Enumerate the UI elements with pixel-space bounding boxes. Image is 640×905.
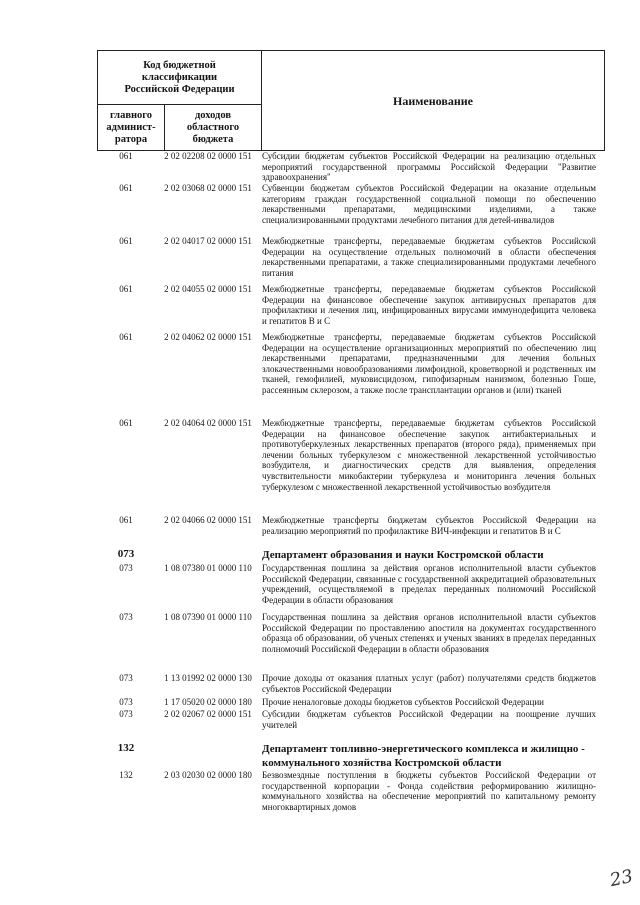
table-header — [97, 50, 605, 151]
income-code-cell: 2 02 02208 02 0000 151 — [164, 151, 252, 161]
income-code-cell: 1 17 05020 02 0000 180 — [164, 697, 252, 707]
name-cell: Безвозмездные поступления в бюджеты субъектов Российской Федерации от государственной корпорации - Фонда содействия реформированию жилищно-коммунального хозяйства на обеспечение мероприятий по капитальному ремонту многоквартирных домов — [262, 770, 596, 812]
name-cell: Департамент образования и науки Костромской области — [262, 549, 544, 561]
income-code-cell: 1 08 07380 01 0000 110 — [164, 563, 252, 573]
name-cell: Субсидии бюджетам субъектов Российской Федерации на реализацию отдельных мероприятий государственной программы Российской Федерации "Развитие здравоохранения" — [262, 151, 596, 183]
name-cell: Государственная пошлина за действия органов исполнительной власти субъектов Российской Федерации, связанные с государственной аккредитацией образовательных учреждений, осуществляемой в пределах переданных полномочий Российской Федерации в области образования — [262, 563, 596, 605]
name-column-header: Наименование — [262, 51, 605, 151]
name-cell: Прочие доходы от оказания платных услуг (работ) получателями средств бюджетов субъектов Российской Федерации — [262, 673, 596, 694]
admin-code-cell: 073 — [119, 563, 133, 573]
name-cell: Межбюджетные трансферты бюджетам субъектов Российской Федерации на реализацию мероприятий по профилактике ВИЧ-инфекции и гепатитов В и С — [262, 515, 596, 536]
admin-code-cell: 132 — [117, 742, 135, 754]
admin-code-cell: 061 — [119, 418, 133, 428]
name-cell: Государственная пошлина за действия органов исполнительной власти субъектов Российской Федерации по проставлению апостиля на документах государственного образца об образовании, об ученых степенях и ученых званиях в пределах переданных полномочий Российской Федерации в области образования — [262, 612, 596, 654]
income-code-cell: 2 02 04055 02 0000 151 — [164, 284, 252, 294]
name-cell: Межбюджетные трансферты, передаваемые бюджетам субъектов Российской Федерации на финансовое обеспечение закупок антибактериальных и противотуберкулезных лекарственных препаратов (второго ряда), применяемых при лечении больных туберкулезом с множественной лекарственной устойчивостью возбудителя, и диагностических средств для выявления, определения чувствительности микобактерии туберкулеза и мониторинга лечения больных туберкулезом с множественной лекарственной устойчивостью возбудителя — [262, 418, 596, 492]
admin-code-cell: 061 — [119, 183, 133, 193]
name-cell: Субсидии бюджетам субъектов Российской Федерации на поощрение лучших учителей — [262, 709, 596, 730]
admin-code-cell: 073 — [119, 612, 133, 622]
page-number: 23 — [608, 865, 635, 892]
budget-code-group-header: Код бюджетной классификации Российской Федерации — [98, 51, 262, 105]
admin-code-cell: 061 — [119, 284, 133, 294]
income-code-cell: 2 02 04062 02 0000 151 — [164, 332, 252, 342]
income-code-cell: 2 02 03068 02 0000 151 — [164, 183, 252, 193]
admin-code-cell: 061 — [119, 332, 133, 342]
admin-code-cell: 073 — [119, 697, 133, 707]
income-code-cell: 2 02 04066 02 0000 151 — [164, 515, 252, 525]
income-code-cell: 2 02 04064 02 0000 151 — [164, 418, 252, 428]
income-column-header: доходов областного бюджета — [165, 105, 262, 151]
admin-code-cell: 073 — [119, 709, 133, 719]
admin-code-cell: 073 — [117, 548, 135, 560]
income-code-cell: 2 02 02067 02 0000 151 — [164, 709, 252, 719]
income-code-cell: 2 02 04017 02 0000 151 — [164, 236, 252, 246]
name-cell: Межбюджетные трансферты, передаваемые бюджетам субъектов Российской Федерации на финансовое обеспечение закупок антивирусных препаратов для профилактики и лечения лиц, инфицированных вирусами иммунодефицита человека и гепатитов В и С — [262, 284, 596, 326]
name-cell: Департамент топливно-энергетического комплекса и жилищно - коммунального хозяйства Костромской области — [262, 743, 585, 769]
admin-code-cell: 061 — [119, 236, 133, 246]
admin-code-cell: 061 — [119, 515, 133, 525]
name-cell: Межбюджетные трансферты, передаваемые бюджетам субъектов Российской Федерации на осуществление организационных мероприятий по обеспечению лиц лекарственными препаратами, предназначенными для лечения больных злокачественными новообразованиями лимфоидной, кроветворной и родственных им тканей, гемофилией, муковисцидозом, гипофизарным нанизмом, болезнью Гоше, рассеянным склерозом, а также после трансплантации органов и (или) тканей — [262, 332, 596, 395]
income-code-cell: 1 13 01992 02 0000 130 — [164, 673, 252, 683]
admin-column-header: главного админист-ратора — [98, 105, 165, 151]
name-cell: Субвенции бюджетам субъектов Российской Федерации на оказание отдельным категориям граждан государственной социальной помощи по обеспечению лекарственными препаратами, медицинскими изделиями, а также специализированными продуктами лечебного питания для детей-инвалидов — [262, 183, 596, 225]
name-cell: Прочие неналоговые доходы бюджетов субъектов Российской Федерации — [262, 697, 544, 707]
admin-code-cell: 132 — [119, 770, 133, 780]
income-code-cell: 2 03 02030 02 0000 180 — [164, 770, 252, 780]
name-cell: Межбюджетные трансферты, передаваемые бюджетам субъектов Российской Федерации на осуществление отдельных полномочий в области обеспечения лекарственными препаратами, а также специализированными продуктами лечебного питания — [262, 236, 596, 278]
admin-code-cell: 073 — [119, 673, 133, 683]
admin-code-cell: 061 — [119, 151, 133, 161]
income-code-cell: 1 08 07390 01 0000 110 — [164, 612, 252, 622]
